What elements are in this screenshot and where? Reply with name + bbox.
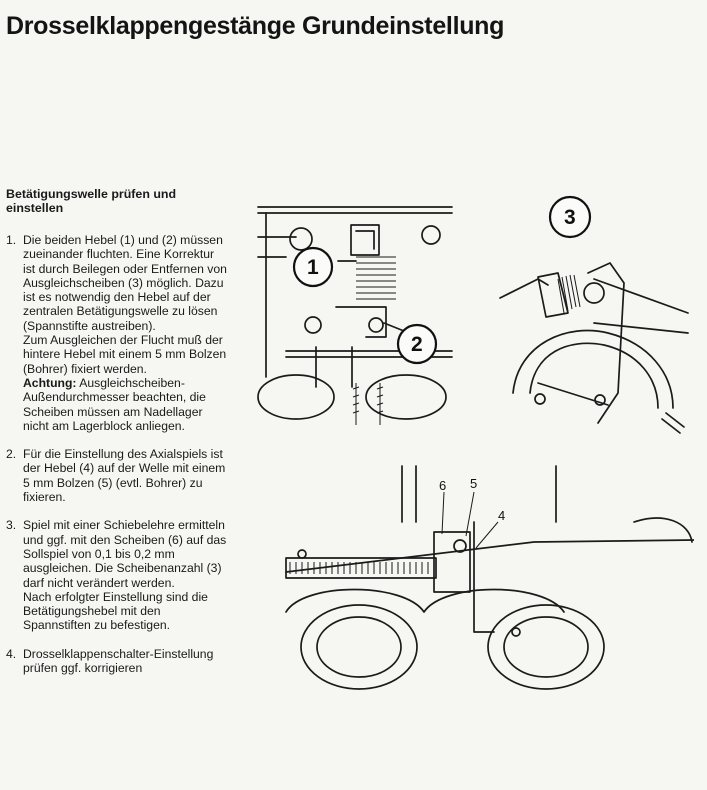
shim-detail-drawing: [498, 193, 698, 443]
step-number: 2.: [6, 447, 17, 462]
instructions-column: [6, 187, 228, 689]
step-number: 4.: [6, 646, 17, 661]
step-4: [6, 647, 228, 676]
step-number: 1.: [6, 233, 17, 247]
callout-2-label: 2: [411, 333, 423, 356]
step-text-2: Zum Ausgleichen der Flucht muß der hintere Hebel mit einem 5 mm Bolzen (Bohrer) fixiert werden.: [23, 333, 227, 376]
label-5: 5: [470, 476, 478, 491]
step-warning: [23, 376, 228, 433]
step-3: [6, 518, 228, 632]
lever-alignment-drawing: [256, 197, 456, 437]
step-2: [6, 447, 228, 504]
section-heading: Betätigungswelle prüfen und einstellen: [6, 187, 177, 215]
step-text-2: Nach erfolgter Einstellung sind die Betätigungshebel mit den Spannstiften zu befestigen.: [23, 589, 208, 633]
figure-lever-alignment: [256, 197, 456, 437]
warning-label: Achtung:: [23, 375, 77, 390]
figure-shim-detail: [498, 193, 698, 443]
axial-play-drawing: [284, 462, 694, 692]
step-text: Spiel mit einer Schiebelehre ermitteln und ggf. mit den Scheiben (6) auf das Sollspiel von 0,1 bis 0,2 mm ausgleichen. Die Scheibenanzahl (3) darf nicht verändert werden.: [23, 518, 227, 590]
callout-1-label: 1: [307, 256, 319, 279]
step-text: Für die Einstellung des Axialspiels ist der Hebel (4) auf der Welle mit einem 5 mm Bolzen (5) (evtl. Bohrer) zu fixieren.: [23, 447, 226, 505]
label-6: 6: [439, 478, 447, 493]
step-number: 3.: [6, 518, 17, 533]
step-1: [6, 233, 228, 433]
page-title: Drosselklappengestänge Grundeinstellung: [6, 12, 505, 40]
label-4: 4: [498, 508, 506, 523]
step-text: Drosselklappenschalter-Einstellung prüfen ggf. korrigieren: [23, 646, 214, 676]
warning-text: Ausgleichscheiben-Außendurchmesser beachten, die Scheiben müssen am Nadellager nicht am Lagerblock anliegen.: [23, 375, 206, 433]
callout-3-label: 3: [564, 206, 576, 229]
figure-axial-play: [284, 462, 694, 692]
step-text: Die beiden Hebel (1) und (2) müssen zueinander fluchten. Eine Korrektur ist durch Beilegen oder Entfernen von Ausgleichscheiben (3) möglich. Dazu ist es notwendig den Hebel auf der zentralen Betätigungswelle zu lösen (Spannstifte austreiben).: [23, 233, 227, 333]
